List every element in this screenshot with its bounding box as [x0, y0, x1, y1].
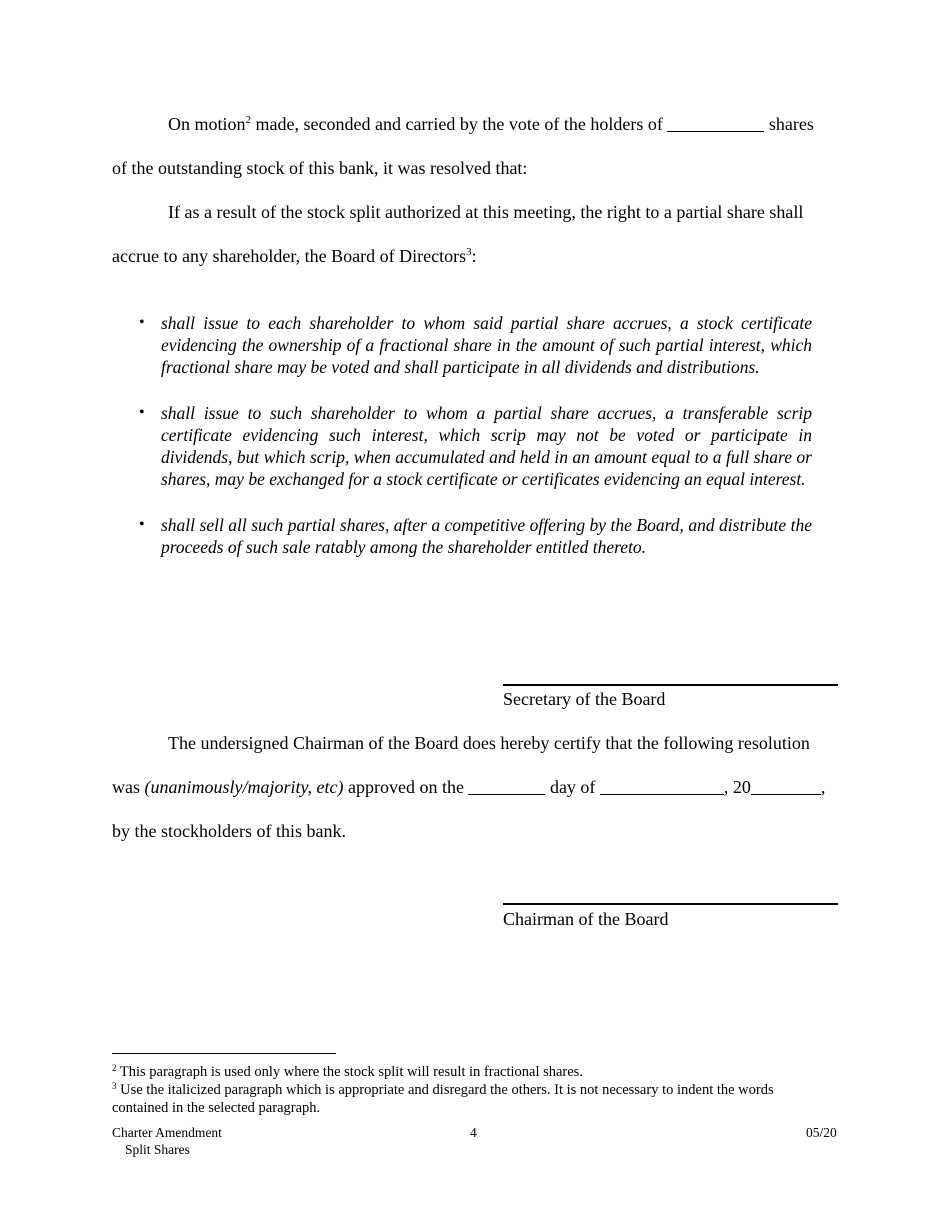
vote-type-text: (unanimously/majority, etc)	[144, 777, 344, 797]
footnote-3-continued: contained in the selected paragraph.	[112, 1100, 321, 1116]
certification-line3: by the stockholders of this bank.	[112, 821, 346, 841]
resolution-text: accrue to any shareholder, the Board of Directors	[112, 246, 467, 266]
bullet-icon: •	[139, 404, 145, 421]
chairman-label: Chairman of the Board	[503, 909, 669, 929]
bullet-icon: •	[139, 314, 145, 331]
comma: ,	[820, 777, 826, 797]
option-item	[112, 514, 812, 558]
chairman-signature-line[interactable]	[503, 903, 838, 905]
footnote-text: This paragraph is used only where the stock split will result in fractional shares.	[119, 1064, 583, 1080]
month-blank[interactable]	[600, 778, 724, 795]
shares-count-blank[interactable]	[667, 115, 764, 132]
approved-text: approved on the	[347, 777, 464, 797]
footer-form-subtitle: Split Shares	[125, 1142, 190, 1157]
footnote-text: Use the italicized paragraph which is appropriate and disregard the others. It is not necessary to indent the words	[120, 1082, 774, 1098]
was-text: was	[112, 777, 140, 797]
footnote-number: 3	[112, 1081, 117, 1091]
option-text: shall issue to such shareholder to whom a partial share accrues, a transferable scrip certificate evidencing such interest, which scrip may not be voted or participate in dividends, but which scrip, when accumulated and held in an amount equal to a full share or shares, may be exchanged for a stock certificate or certificates evidencing an equal interest.	[161, 403, 812, 489]
motion-paragraph-line2: of the outstanding stock of this bank, it was resolved that:	[112, 158, 528, 178]
footnote-ref-3: 3	[466, 246, 472, 258]
motion-text-continued: made, seconded and carried by the vote of the holders of	[255, 114, 663, 134]
footnote-number: 2	[112, 1063, 117, 1073]
footnote-divider	[112, 1053, 336, 1054]
day-of-text: day of	[549, 777, 596, 797]
footnote-2	[112, 1063, 838, 1081]
footer-form-title: Charter Amendment	[112, 1125, 222, 1140]
option-item	[112, 312, 812, 378]
secretary-signature-line[interactable]	[503, 684, 838, 686]
footnote-ref-2: 2	[245, 114, 252, 126]
options-list	[112, 312, 812, 582]
option-text: shall sell all such partial shares, after a competitive offering by the Board, and distribute the proceeds of such sale ratably among the shareholder entitled thereto.	[161, 515, 812, 557]
year-blank[interactable]	[751, 778, 821, 795]
motion-paragraph-line1	[168, 113, 814, 135]
revision-date: 05/20	[806, 1125, 837, 1140]
year-prefix: , 20	[723, 777, 751, 797]
footnote-3	[112, 1081, 838, 1099]
bullet-icon: •	[139, 516, 145, 533]
page-number: 4	[470, 1125, 477, 1140]
option-item	[112, 402, 812, 490]
certification-line2	[112, 776, 825, 798]
colon: :	[471, 246, 477, 266]
resolution-paragraph-line2	[112, 245, 477, 267]
resolution-paragraph-line1: If as a result of the stock split authorized at this meeting, the right to a partial share shall	[168, 202, 804, 222]
motion-text: On motion	[168, 114, 246, 134]
certification-line1: The undersigned Chairman of the Board does hereby certify that the following resolution	[168, 733, 810, 753]
secretary-label: Secretary of the Board	[503, 689, 666, 709]
day-blank[interactable]	[468, 778, 545, 795]
shares-word: shares	[768, 114, 814, 134]
option-text: shall issue to each shareholder to whom said partial share accrues, a stock certificate evidencing the ownership of a fractional share in the amount of such partial interest, which fractional share may be voted and shall participate in all dividends and distributions.	[161, 313, 812, 377]
